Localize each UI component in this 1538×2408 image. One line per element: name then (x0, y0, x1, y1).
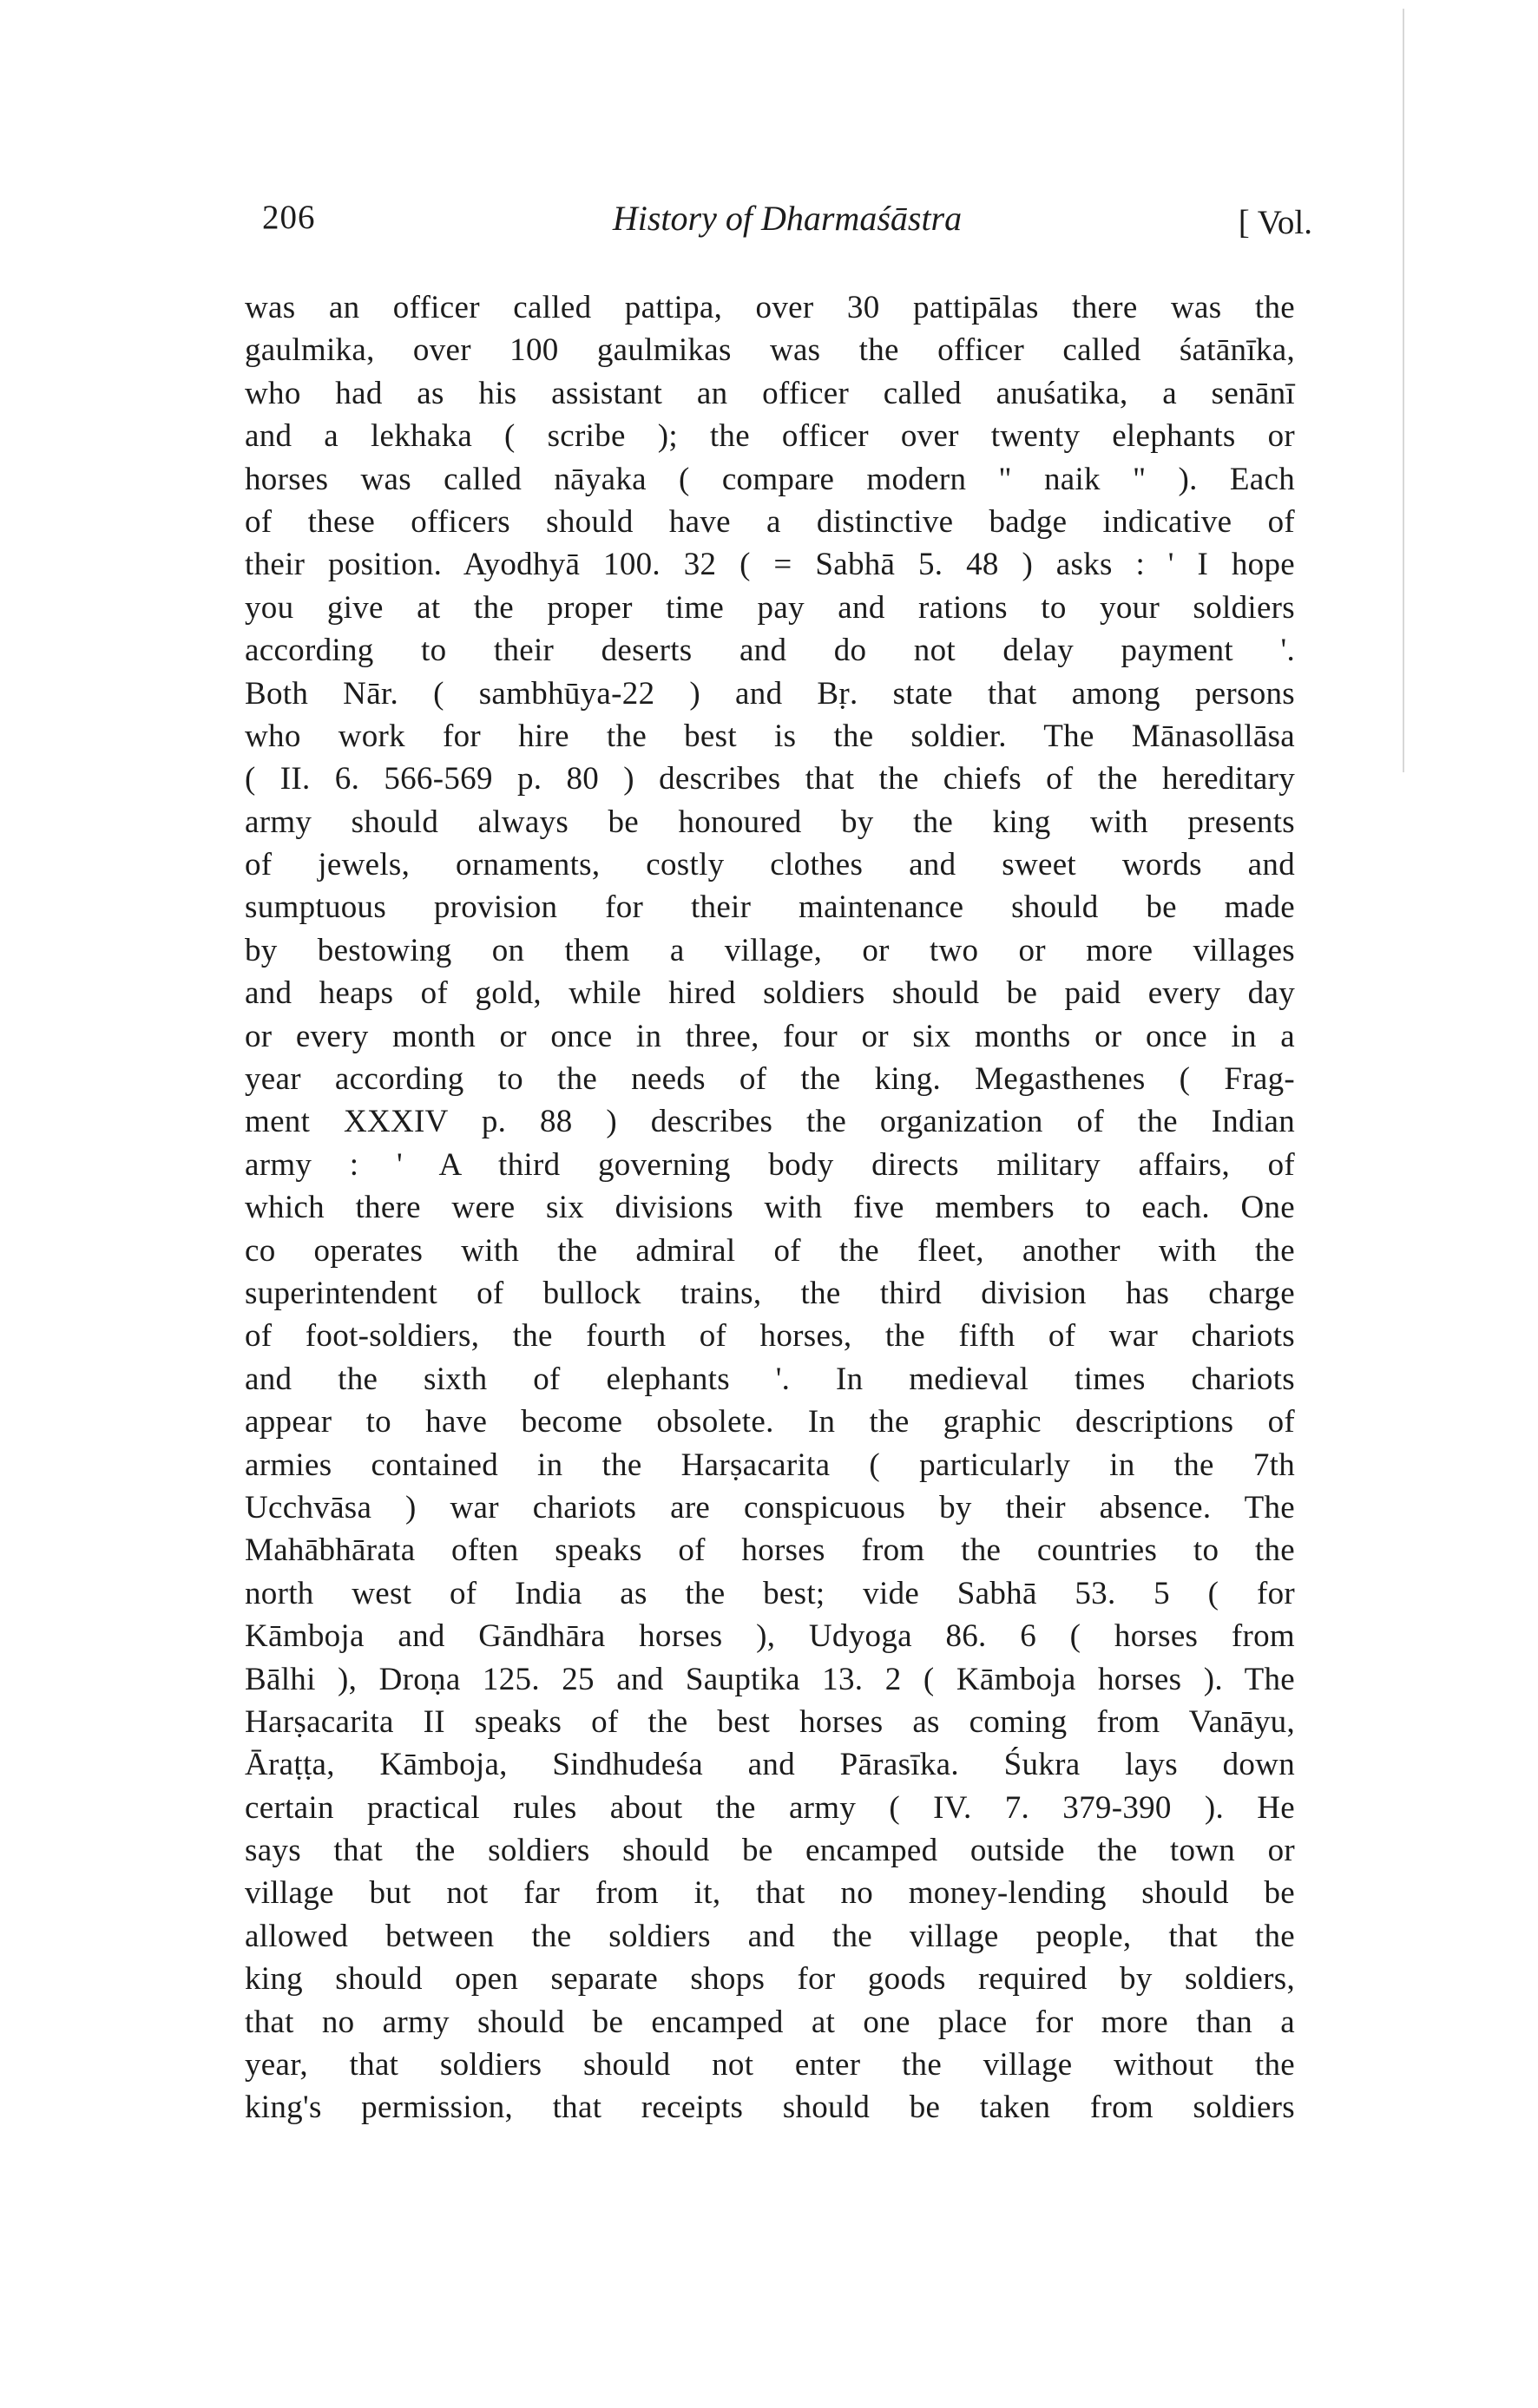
text-line: king's permission, that receipts should be taken from soldiers (245, 2090, 1295, 2126)
text-line: Kāmboja and Gāndhāra horses ), Udyoga 86. 6 ( horses from (245, 1618, 1295, 1655)
text-line: or every month or once in three, four or six months or once in a (245, 1018, 1295, 1054)
body-text (245, 286, 1295, 2129)
text-line: who had as his assistant an officer called anuśatika, a senānī (245, 375, 1295, 411)
text-line: co operates with the admiral of the fleet, another with the (245, 1232, 1295, 1269)
text-line: armies contained in the Harṣacarita ( particularly in the 7th (245, 1447, 1295, 1483)
text-line: Both Nār. ( sambhūya-22 ) and Bṛ. state that among persons (245, 675, 1295, 712)
text-line: and the sixth of elephants '. In medieval times chariots (245, 1361, 1295, 1397)
text-line: year according to the needs of the king. Megasthenes ( Frag- (245, 1061, 1295, 1098)
text-line: gaulmika, over 100 gaulmikas was the officer called śatānīka, (245, 332, 1295, 369)
text-line: their position. Ayodhyā 100. 32 ( = Sabhā 5. 48 ) asks : ' I hope (245, 547, 1295, 583)
text-line: says that the soldiers should be encamped outside the town or (245, 1833, 1295, 1869)
running-title: History of Dharmaśāstra (612, 199, 963, 238)
text-line: Bālhi ), Droṇa 125. 25 and Sauptika 13. 2 ( Kāmboja horses ). The (245, 1661, 1295, 1697)
text-line: of these officers should have a distinctive badge indicative of (245, 503, 1295, 540)
text-line: Mahābhārata often speaks of horses from the countries to the (245, 1532, 1295, 1569)
text-line: Āraṭṭa, Kāmboja, Sindhudeśa and Pārasīka. Śukra lays down (245, 1747, 1295, 1783)
text-line: by bestowing on them a village, or two or more villages (245, 932, 1295, 968)
scan-edge-line (1403, 9, 1404, 772)
text-line: according to their deserts and do not delay payment '. (245, 633, 1295, 669)
text-line: which there were six divisions with five members to each. One (245, 1190, 1295, 1226)
text-line: certain practical rules about the army ( IV. 7. 379-390 ). He (245, 1789, 1295, 1826)
text-line: village but not far from it, that no money-lending should be (245, 1875, 1295, 1912)
page-number: 206 (262, 199, 316, 236)
text-line: Harṣacarita II speaks of the best horses as coming from Vanāyu, (245, 1703, 1295, 1740)
text-line: allowed between the soldiers and the village people, that the (245, 1918, 1295, 1954)
text-line: of foot-soldiers, the fourth of horses, the fifth of war chariots (245, 1318, 1295, 1355)
page-header (262, 198, 1312, 259)
text-line: Ucchvāsa ) war chariots are conspicuous by their absence. The (245, 1489, 1295, 1526)
text-line: ( II. 6. 566-569 p. 80 ) describes that the chiefs of the hereditary (245, 761, 1295, 797)
text-line: ment XXXIV p. 88 ) describes the organization of the Indian (245, 1104, 1295, 1140)
text-line: sumptuous provision for their maintenance should be made (245, 889, 1295, 926)
text-line: army : ' A third governing body directs military affairs, of (245, 1146, 1295, 1183)
text-line: and a lekhaka ( scribe ); the officer over twenty elephants or (245, 418, 1295, 455)
volume-label: [ Vol. (1238, 204, 1312, 241)
text-line: year, that soldiers should not enter the village without the (245, 2047, 1295, 2083)
text-line: north west of India as the best; vide Sabhā 53. 5 ( for (245, 1575, 1295, 1611)
text-line: superintendent of bullock trains, the third division has charge (245, 1275, 1295, 1311)
text-line: of jewels, ornaments, costly clothes and sweet words and (245, 847, 1295, 883)
text-line: horses was called nāyaka ( compare modern " naik " ). Each (245, 461, 1295, 497)
text-line: appear to have become obsolete. In the graphic descriptions of (245, 1404, 1295, 1440)
text-line: that no army should be encamped at one place for more than a (245, 2004, 1295, 2040)
text-line: who work for hire the best is the soldier. The Mānasollāsa (245, 718, 1295, 754)
text-line: was an officer called pattipa, over 30 pattipālas there was the (245, 290, 1295, 325)
text-line: and heaps of gold, while hired soldiers should be paid every day (245, 975, 1295, 1012)
text-line: army should always be honoured by the king with presents (245, 804, 1295, 840)
text-line: you give at the proper time pay and rations to your soldiers (245, 589, 1295, 626)
text-line: king should open separate shops for goods required by soldiers, (245, 1961, 1295, 1998)
